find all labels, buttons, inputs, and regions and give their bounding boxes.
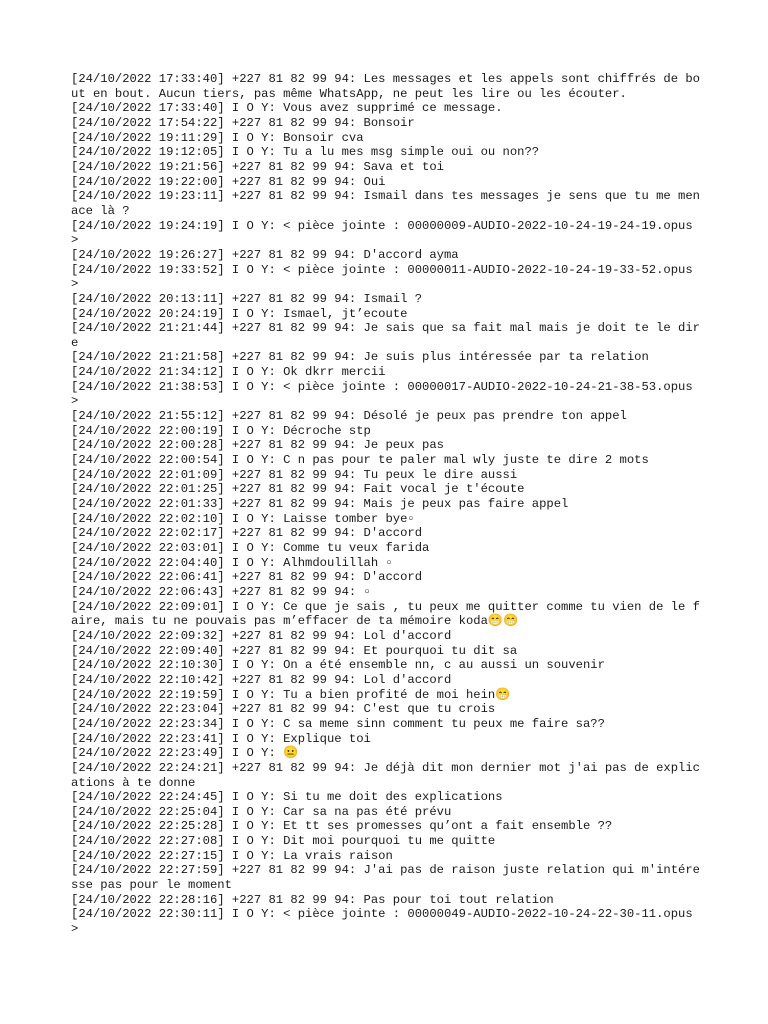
chat-message-line: [24/10/2022 19:12:05] I O Y: Tu a lu mes msg simple oui ou non?? <box>71 145 540 160</box>
chat-message-line: [24/10/2022 21:55:12] +227 81 82 99 94: Désolé je peux pas prendre ton appel <box>71 409 627 424</box>
chat-message-line: [24/10/2022 17:33:40] +227 81 82 99 94: Les messages et les appels sont chiffrés de bout en bout. Aucun tiers, pas même WhatsApp, ne peut les lire ou les écouter. <box>71 72 700 101</box>
chat-message-line: [24/10/2022 21:21:44] +227 81 82 99 94: Je sais que sa fait mal mais je doit te le dire <box>71 321 700 350</box>
chat-message-line: [24/10/2022 22:25:04] I O Y: Car sa na pas été prévu <box>71 804 452 819</box>
chat-message-line: [24/10/2022 22:02:10] I O Y: Laisse tomber bye▫ <box>71 511 415 526</box>
chat-message-line: [24/10/2022 20:24:19] I O Y: Ismael, jt’ecoute <box>71 306 408 321</box>
chat-message-line: [24/10/2022 17:33:40] I O Y: Vous avez supprimé ce message. <box>71 101 503 116</box>
chat-message-line: [24/10/2022 22:09:01] I O Y: Ce que je sais , tu peux me quitter comme tu vien de le faire, mais tu ne pouvais pas m’effacer de ta mémoire koda😁😁 <box>71 599 700 629</box>
chat-message-line: [24/10/2022 22:10:30] I O Y: On a été ensemble nn, c au aussi un souvenir <box>71 658 605 673</box>
chat-message-line: [24/10/2022 22:06:41] +227 81 82 99 94: D'accord <box>71 570 423 585</box>
chat-message-line: [24/10/2022 19:21:56] +227 81 82 99 94: Sava et toi <box>71 159 444 174</box>
chat-message-line: [24/10/2022 22:23:49] I O Y: 😐 <box>71 746 299 761</box>
chat-message-line: [24/10/2022 21:21:58] +227 81 82 99 94: Je suis plus intéressée par ta relation <box>71 350 649 365</box>
chat-message-line: [24/10/2022 22:09:40] +227 81 82 99 94: Et pourquoi tu dit sa <box>71 643 518 658</box>
chat-message-line: [24/10/2022 22:27:59] +227 81 82 99 94: J'ai pas de raison juste relation qui m'intéresse pas pour le moment <box>71 863 700 893</box>
chat-message-line: [24/10/2022 21:38:53] I O Y: < pièce jointe : 00000017-AUDIO-2022-10-24-21-38-53.opus > <box>71 379 700 409</box>
chat-message-line: [24/10/2022 22:03:01] I O Y: Comme tu veux farida <box>71 541 430 555</box>
chat-message-line: [24/10/2022 22:09:32] +227 81 82 99 94: Lol d'accord <box>71 628 452 643</box>
chat-message-line: [24/10/2022 22:06:43] +227 81 82 99 94: ▫ <box>71 584 371 599</box>
chat-message-line: [24/10/2022 20:13:11] +227 81 82 99 94: Ismail ? <box>71 291 423 306</box>
chat-message-line: [24/10/2022 22:27:08] I O Y: Dit moi pourquoi tu me quitte <box>71 834 496 849</box>
chat-message-line: [24/10/2022 22:23:04] +227 81 82 99 94: C'est que tu crois <box>71 702 496 717</box>
chat-message-line: [24/10/2022 22:24:45] I O Y: Si tu me doit des explications <box>71 790 503 805</box>
chat-message-line: [24/10/2022 22:10:42] +227 81 82 99 94: Lol d'accord <box>71 672 452 687</box>
chat-message-line: [24/10/2022 22:23:34] I O Y: C sa meme sinn comment tu peux me faire sa?? <box>71 716 605 731</box>
chat-message-line: [24/10/2022 19:22:00] +227 81 82 99 94: Oui <box>71 174 386 189</box>
chat-message-line: [24/10/2022 19:24:19] I O Y: < pièce jointe : 00000009-AUDIO-2022-10-24-19-24-19.opus > <box>71 218 700 248</box>
chat-message-line: [24/10/2022 21:34:12] I O Y: Ok dkrr mercii <box>71 365 386 380</box>
chat-export-log <box>71 72 701 937</box>
chat-message-line: [24/10/2022 22:01:25] +227 81 82 99 94: Fait vocal je t'écoute <box>71 482 525 497</box>
chat-message-line: [24/10/2022 22:24:21] +227 81 82 99 94: Je déjà dit mon dernier mot j'ai pas de explications à te donne <box>71 760 700 790</box>
chat-message-line: [24/10/2022 19:33:52] I O Y: < pièce jointe : 00000011-AUDIO-2022-10-24-19-33-52.opus > <box>71 262 700 292</box>
chat-message-line: [24/10/2022 22:04:40] I O Y: Alhmdoulillah ▫ <box>71 555 393 570</box>
chat-message-line: [24/10/2022 22:02:17] +227 81 82 99 94: D'accord <box>71 526 423 541</box>
chat-message-line: [24/10/2022 22:19:59] I O Y: Tu a bien profité de moi hein😁 <box>71 687 511 702</box>
chat-message-line: [24/10/2022 22:01:33] +227 81 82 99 94: Mais je peux pas faire appel <box>71 497 569 512</box>
chat-message-line: [24/10/2022 22:25:28] I O Y: Et tt ses promesses qu’ont a fait ensemble ?? <box>71 819 613 834</box>
chat-message-line: [24/10/2022 22:00:19] I O Y: Décroche stp <box>71 423 371 438</box>
chat-message-line: [24/10/2022 22:27:15] I O Y: La vrais raison <box>71 848 393 863</box>
chat-message-line: [24/10/2022 19:11:29] I O Y: Bonsoir cva <box>71 130 364 145</box>
chat-message-line: [24/10/2022 19:23:11] +227 81 82 99 94: Ismail dans tes messages je sens que tu me menace là ? <box>71 189 700 218</box>
chat-message-line: [24/10/2022 22:23:41] I O Y: Explique toi <box>71 731 371 746</box>
chat-message-line: [24/10/2022 17:54:22] +227 81 82 99 94: Bonsoir <box>71 115 415 130</box>
chat-message-line: [24/10/2022 22:00:54] I O Y: C n pas pour te paler mal wly juste te dire 2 mots <box>71 453 649 468</box>
chat-message-line: [24/10/2022 22:01:09] +227 81 82 99 94: Tu peux le dire aussi <box>71 467 518 482</box>
chat-message-line: [24/10/2022 22:28:16] +227 81 82 99 94: Pas pour toi tout relation <box>71 892 554 907</box>
chat-message-line: [24/10/2022 19:26:27] +227 81 82 99 94: D'accord ayma <box>71 247 459 262</box>
chat-message-line: [24/10/2022 22:30:11] I O Y: < pièce jointe : 00000049-AUDIO-2022-10-24-22-30-11.opus > <box>71 907 700 937</box>
chat-message-line: [24/10/2022 22:00:28] +227 81 82 99 94: Je peux pas <box>71 438 444 453</box>
